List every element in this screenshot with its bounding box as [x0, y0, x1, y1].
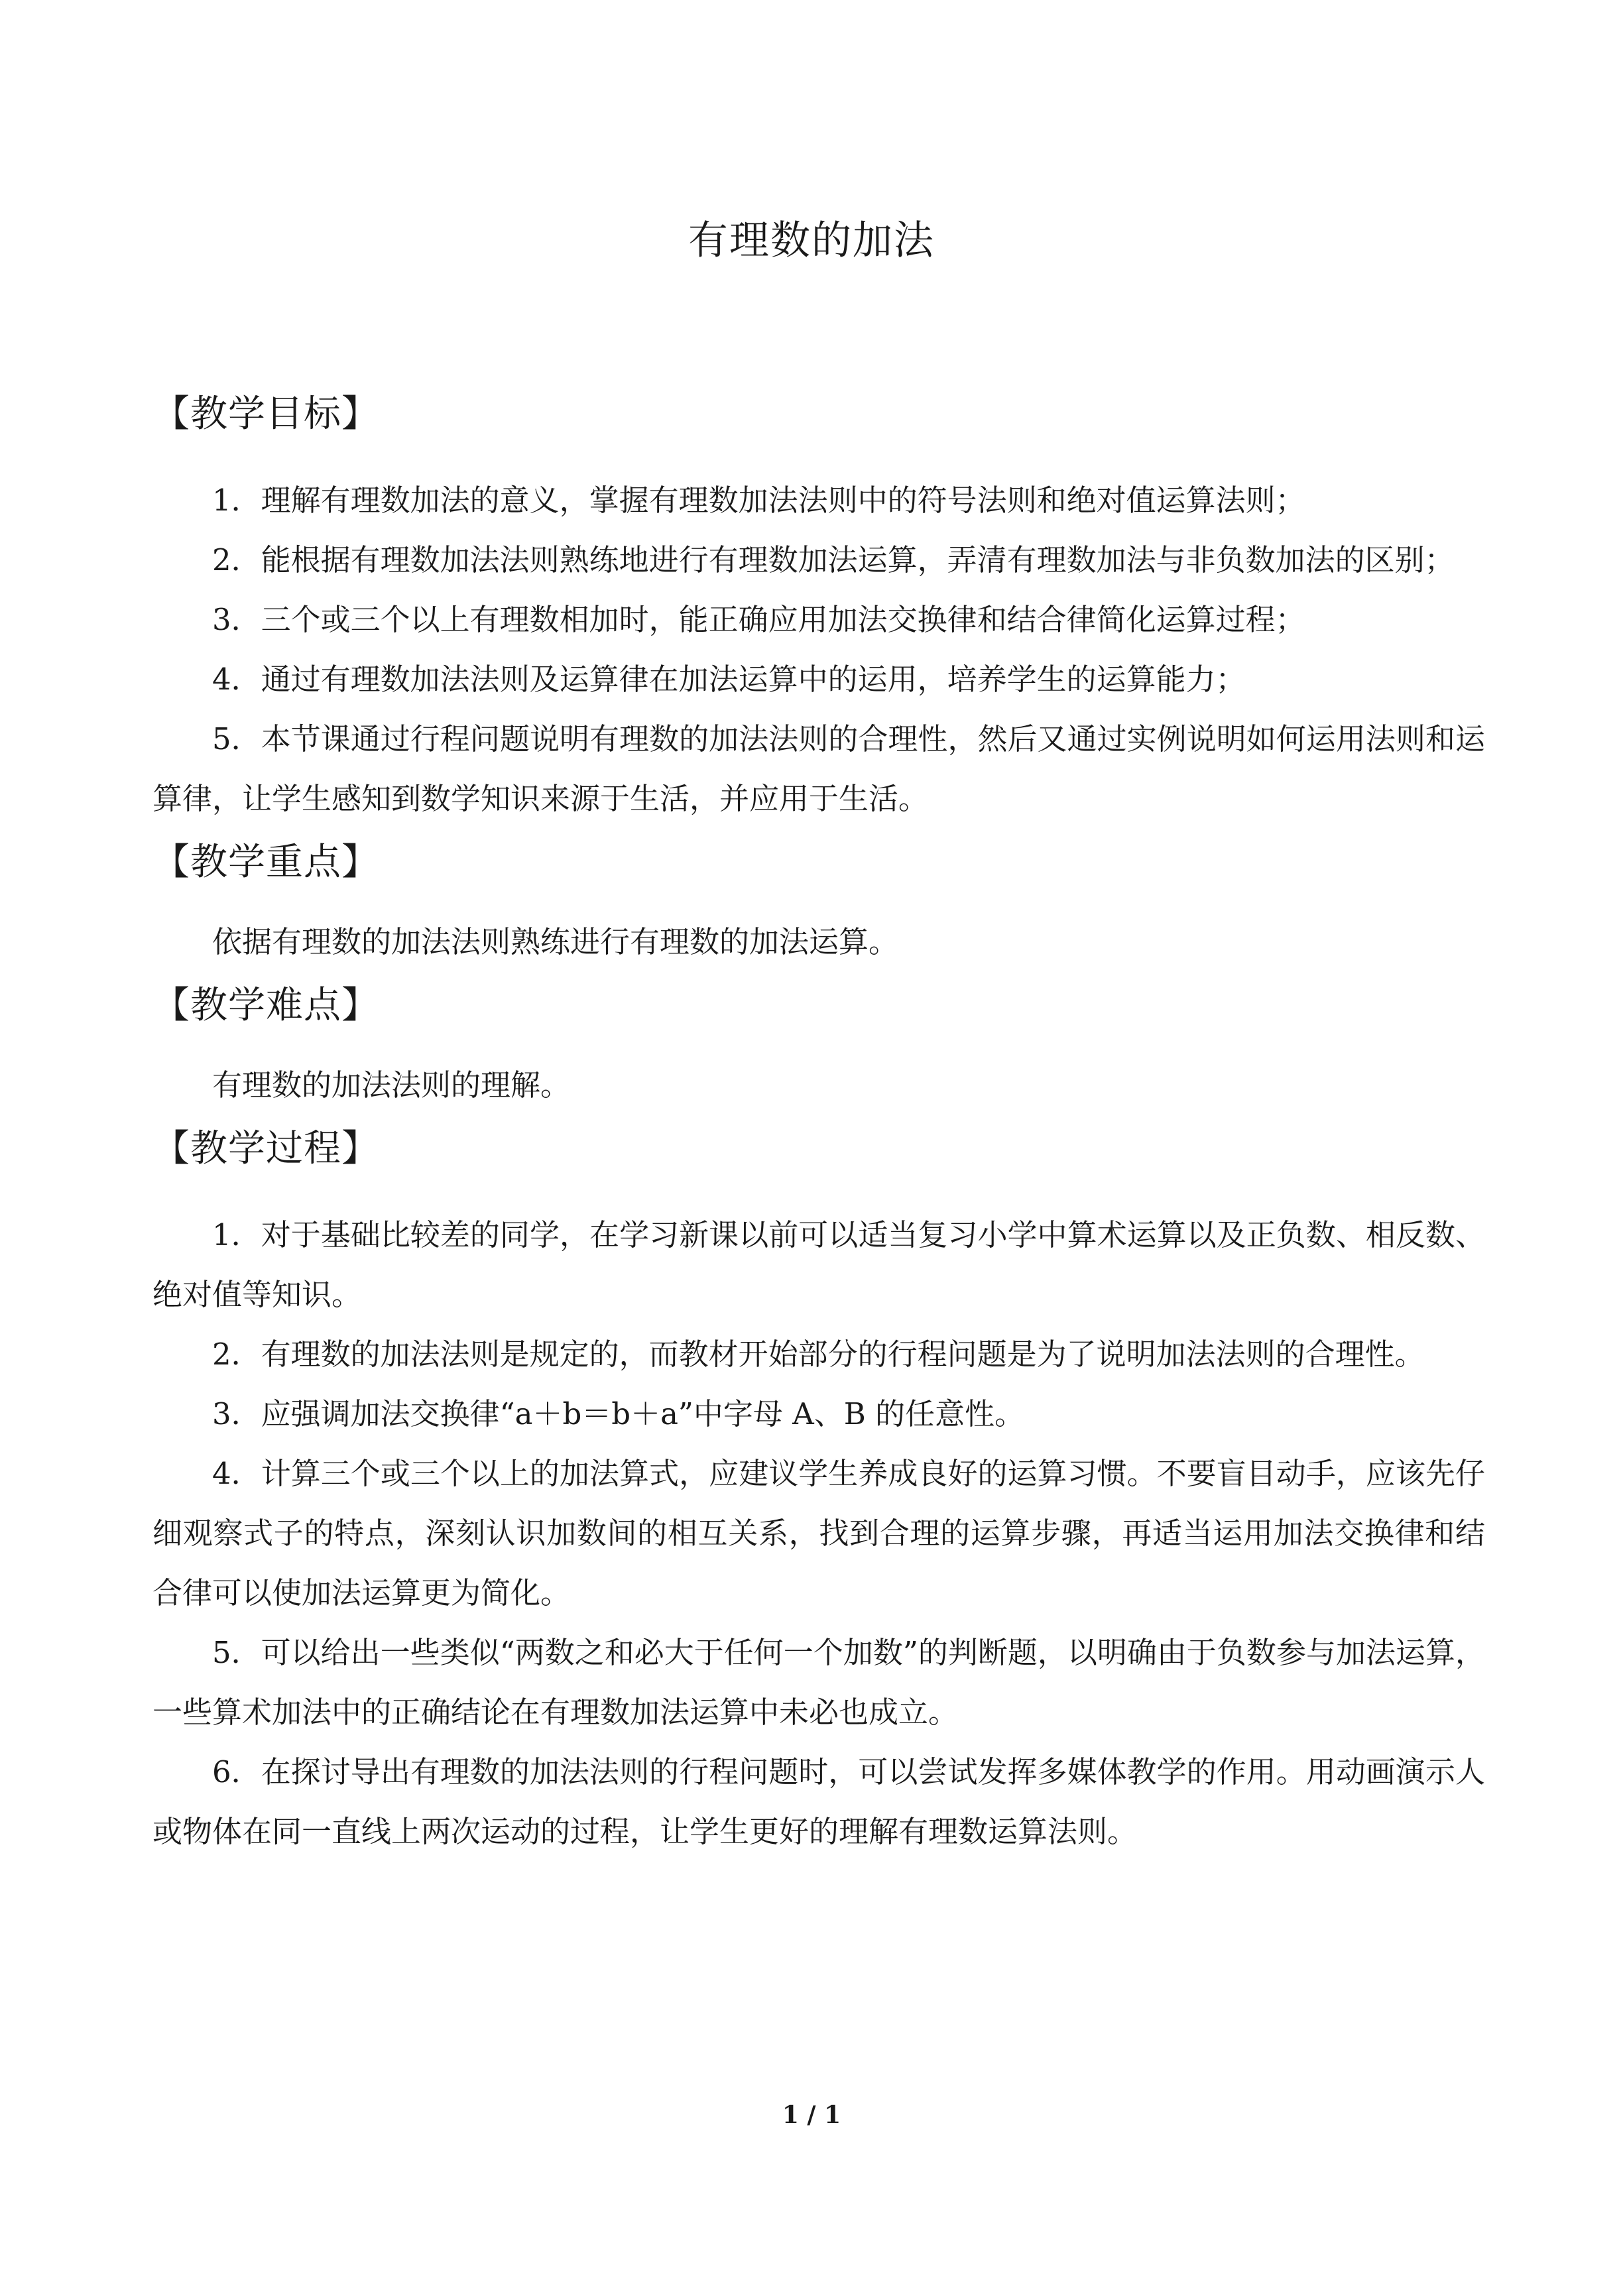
paragraph: 4．通过有理数加法法则及运算律在加法运算中的运用，培养学生的运算能力；: [212, 662, 1246, 697]
paragraph: 3．应强调加法交换律“a＋b＝b＋a”中字母 A、B 的任意性。: [212, 1396, 1025, 1431]
section-heading: 【教学目标】: [152, 393, 379, 436]
section-teaching-focus: [152, 833, 1485, 972]
section-heading: 【教学过程】: [152, 1127, 379, 1170]
section-heading: 【教学难点】: [152, 984, 379, 1027]
paragraph: 5．本节课通过行程问题说明有理数的加法法则的合理性，然后又通过实例说明如何运用法则和运算律，让学生感知到数学知识来源于生活，并应用于生活。: [152, 721, 1485, 816]
paragraph: 3．三个或三个以上有理数相加时，能正确应用加法交换律和结合律简化运算过程；: [212, 602, 1305, 637]
section-teaching-process: [152, 1119, 1485, 1862]
page-number: 1 / 1: [782, 2101, 841, 2129]
section-heading: 【教学重点】: [152, 841, 379, 884]
paragraph: 4．计算三个或三个以上的加法算式，应建议学生养成良好的运算习惯。不要盲目动手，应该先仔细观察式子的特点，深刻认识加数间的相互关系，找到合理的运算步骤，再适当运用加法交换律和结合律可以使加法运算更为简化。: [152, 1456, 1485, 1610]
document-title: 有理数的加法: [688, 217, 935, 264]
section-teaching-objectives: [152, 385, 1485, 829]
paragraph: 2．有理数的加法法则是规定的，而教材开始部分的行程问题是为了说明加法法则的合理性。: [212, 1337, 1425, 1372]
paragraph: 1．对于基础比较差的同学，在学习新课以前可以适当复习小学中算术运算以及正负数、相反数、绝对值等知识。: [152, 1217, 1485, 1312]
section-teaching-difficulty: [152, 976, 1485, 1115]
document-body: [152, 385, 1485, 1862]
paragraph: 6．在探讨导出有理数的加法法则的行程问题时，可以尝试发挥多媒体教学的作用。用动画演示人或物体在同一直线上两次运动的过程，让学生更好的理解有理数运算法则。: [152, 1754, 1485, 1849]
paragraph: 依据有理数的加法法则熟练进行有理数的加法运算。: [212, 924, 899, 959]
paragraph: 2．能根据有理数加法法则熟练地进行有理数加法运算，弄清有理数加法与非负数加法的区别；: [212, 542, 1455, 577]
paragraph: 5．可以给出一些类似“两数之和必大于任何一个加数”的判断题，以明确由于负数参与加法运算，一些算术加法中的正确结论在有理数加法运算中未必也成立。: [152, 1635, 1485, 1730]
paragraph: 1．理解有理数加法的意义，掌握有理数加法法则中的符号法则和绝对值运算法则；: [212, 483, 1305, 518]
paragraph: 有理数的加法法则的理解。: [212, 1067, 571, 1103]
